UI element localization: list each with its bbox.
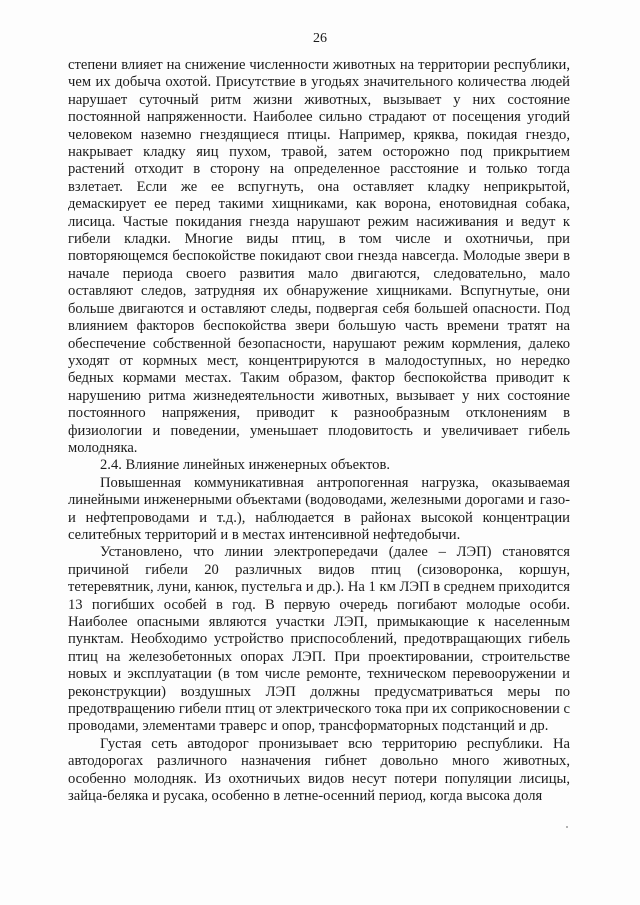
section-heading: 2.4. Влияние линейных инженерных объектов. — [100, 457, 391, 474]
paragraph-power-lines: Установлено, что линии электропередачи (далее – ЛЭП) становятся причиной гибели 20 различных видов птиц (сизоворонка, коршун, тетеревятник, луни, канюк, пустельга и др.). На 1 км ЛЭП в среднем приходится 13 погибших особей в год. В первую очередь погибают молодые особи. Наиболее опасными являются участки ЛЭП, примыкающие к населенным пунктам. Необходимо устройство приспособлений, предотвращающих гибель птиц на железобетонных опорах ЛЭП. При проектировании, строительстве новых и эксплуатации (в том числе ремонте, техническом перевооружении и реконструкции) воздушных ЛЭП должны предусматриваться меры по предотвращению гибели птиц от электрического тока при их соприкосновении с проводами, элементами траверс и опор, трансформаторных подстанций и др. — [68, 544, 570, 735]
document-body — [68, 57, 570, 805]
paragraph-disturbance-factor: степени влияет на снижение численности животных на территории республики, чем их добыча охотой. Присутствие в угодьях значительного количества людей нарушает суточный ритм жизни животных, вызывает у них состояние постоянной напряженности. Наиболее сильно страдают от посещения угодий человеком наземно гнездящиеся птицы. Например, кряква, покидая гнездо, накрывает кладку яиц пухом, травой, затем осторожно под прикрытием растений отходит в сторону на определенное расстояние и только тогда взлетает. Если же ее вспугнуть, она оставляет кладку неприкрытой, демаскирует ее перед такими хищниками, как ворона, енотовидная собака, лисица. Частые покидания гнезда нарушают режим насиживания и ведут к гибели кладки. Многие виды птиц, в том числе и охотничьи, при повторяющемся беспокойстве покидают свои гнезда навсегда. Молодые звери в начале периода своего развития мало двигаются, следовательно, мало оставляют следов, затрудняя их обнаружение хищниками. Вспугнутые, они больше двигаются и оставляют следы, подвергая себя большей опасности. Под влиянием факторов беспокойства звери большую часть времени тратят на обеспечение собственной безопасности, нарушают режим кормления, далеко уходят от кормных мест, концентрируются в малодоступных, но нередко бедных кормами местах. Таким образом, фактор беспокойства приводит к нарушению ритма жизнедеятельности животных, вызывает у них состояние постоянного напряжения, приводит к разнообразным отклонениям в физиологии и поведении, уменьшает плодовитость и увеличивает гибель молодняка. — [68, 57, 570, 456]
scan-speck — [566, 826, 568, 828]
paragraph-road-network: Густая сеть автодорог пронизывает всю территорию республики. На автодорогах различного назначения гибнет довольно много животных, особенно молодняк. Из охотничьих видов несут потери популяции лисицы, зайца-беляка и русака, особенно в летне-осенний период, когда высока доля — [68, 735, 570, 805]
paragraph-linear-objects: Повышенная коммуникативная антропогенная нагрузка, оказываемая линейными инженерными объектами (водоводами, железными дорогами и газо- и нефтепроводами и т.д.), наблюдается в районах высокой концентрации селитебных территорий и в местах интенсивной нефтедобычи. — [68, 474, 570, 543]
page-number: 26 — [313, 31, 327, 46]
